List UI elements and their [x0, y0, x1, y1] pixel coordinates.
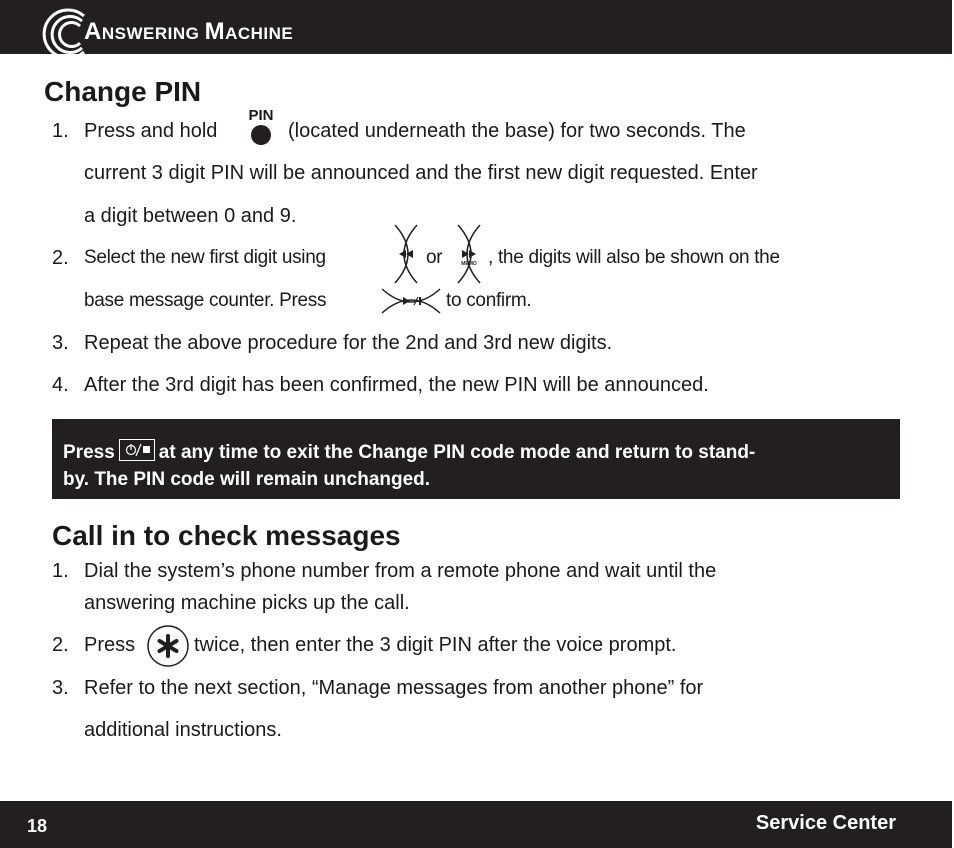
- list-item-text: current 3 digit PIN will be announced and the first new digit requested. Enter: [84, 162, 758, 184]
- list-number: 4.: [52, 374, 69, 396]
- list-item-text: to confirm.: [446, 290, 532, 311]
- section-title-change-pin: Change PIN: [44, 76, 202, 107]
- list-item-text: a digit between 0 and 9.: [84, 205, 297, 227]
- list-item-text: Repeat the above procedure for the 2nd and 3rd new digits.: [84, 332, 613, 354]
- rewind-button-icon: [389, 223, 423, 285]
- list-item-text: answering machine picks up the call.: [84, 592, 410, 614]
- list-item-text: twice, then enter the 3 digit PIN after the voice prompt.: [194, 634, 677, 656]
- play-pause-button-icon: [380, 285, 442, 317]
- list-item-text: Press: [84, 634, 136, 656]
- forward-memo-button-icon: [452, 223, 486, 285]
- header-bar: [0, 0, 952, 54]
- list-number: 2.: [52, 634, 69, 656]
- list-item-text: (located underneath the base) for two seconds. The: [288, 120, 746, 142]
- list-number: 1.: [52, 120, 69, 142]
- star-button-icon: [146, 624, 190, 668]
- list-item-text: Press and hold: [84, 120, 218, 142]
- list-number: 3.: [52, 677, 69, 699]
- pin-button-icon: PIN: [245, 108, 277, 145]
- list-item-text: additional instructions.: [84, 719, 282, 741]
- footer-bar: [0, 801, 952, 848]
- note-box: [52, 419, 900, 499]
- list-item-text: Select the new first digit using: [84, 247, 326, 268]
- footer-section-label: Service Center: [755, 812, 896, 834]
- header-title: ANSWERING MACHINE: [84, 18, 294, 45]
- note-text: at any time to exit the Change PIN code mode and return to stand-: [158, 442, 756, 463]
- note-text: Press: [63, 442, 115, 463]
- list-item-text: Dial the system’s phone number from a remote phone and wait until the: [84, 560, 717, 582]
- list-item-text: or: [426, 247, 443, 268]
- page-number: 18: [27, 816, 48, 836]
- list-item-text: After the 3rd digit has been confirmed, the new PIN will be announced.: [84, 374, 709, 396]
- list-item-text: , the digits will also be shown on the: [488, 247, 780, 268]
- list-item-text: base message counter. Press: [84, 290, 327, 311]
- note-text: by. The PIN code will remain unchanged.: [63, 469, 431, 490]
- section-title-call-in: Call in to check messages: [52, 520, 401, 551]
- list-item-text: Refer to the next section, “Manage messages from another phone” for: [84, 677, 704, 699]
- svg-text:MEMO: MEMO: [461, 261, 477, 267]
- list-number: 2.: [52, 247, 69, 269]
- power-stop-button-icon: [119, 439, 155, 461]
- list-number: 1.: [52, 560, 69, 582]
- list-number: 3.: [52, 332, 69, 354]
